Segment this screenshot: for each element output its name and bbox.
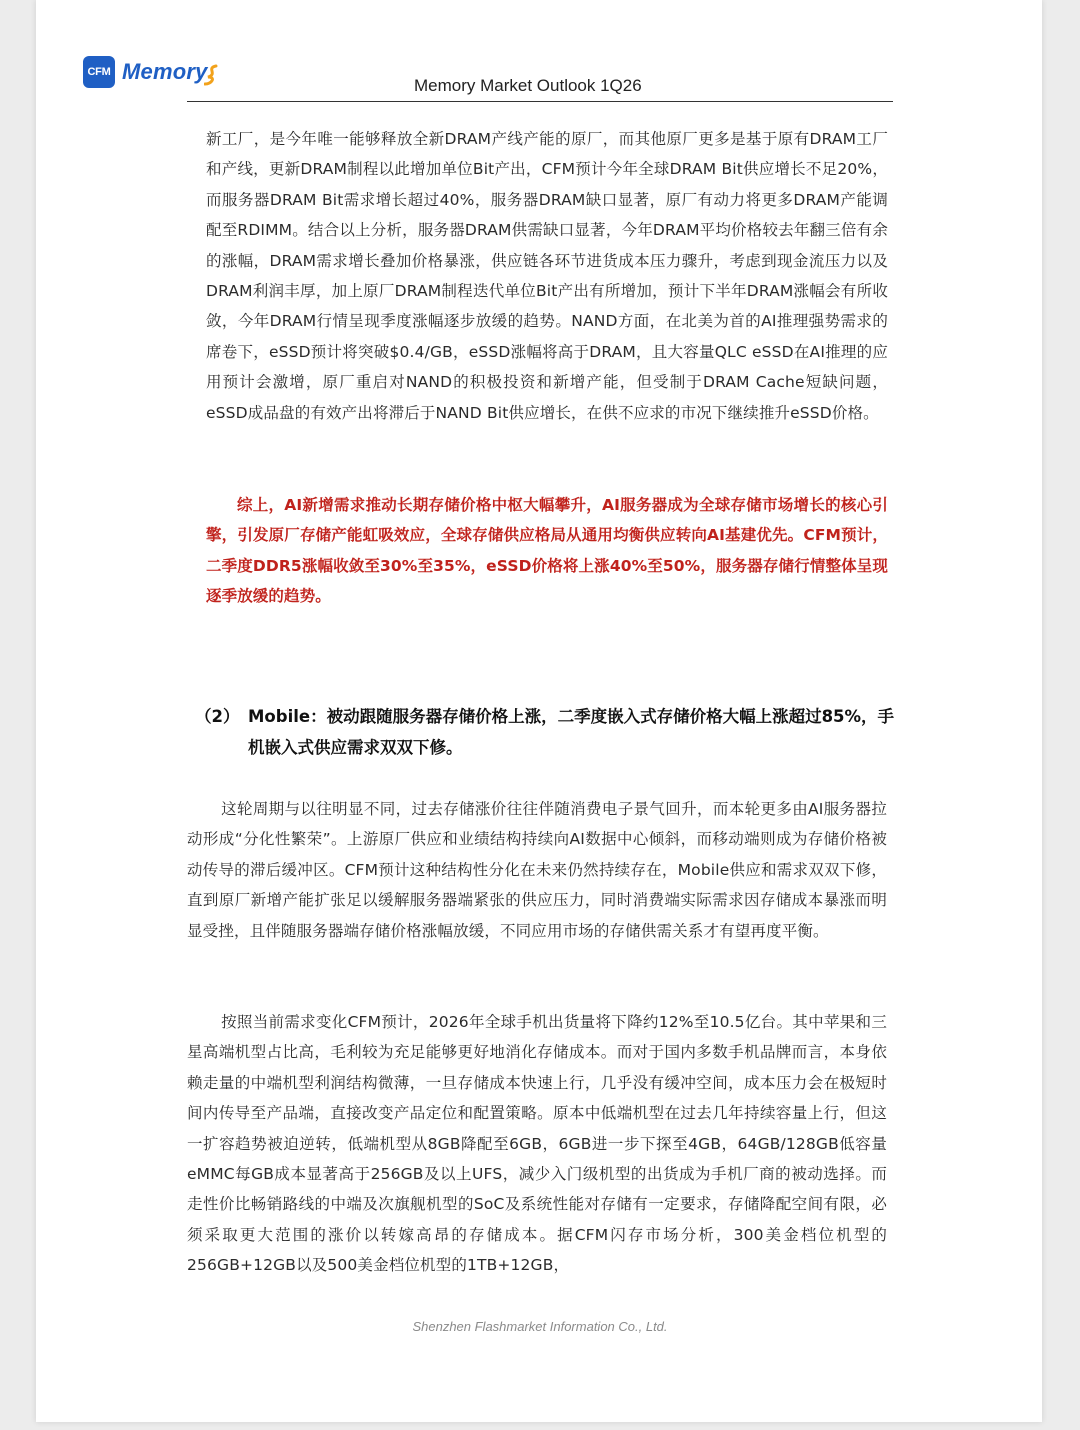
report-title: Memory Market Outlook 1Q26 — [414, 76, 642, 95]
section-number: （2） — [195, 707, 240, 726]
footer-company: Shenzhen Flashmarket Information Co., Ltd. — [412, 1319, 668, 1334]
cfm-memory-logo — [83, 56, 220, 88]
body-paragraph-dram-nand: 新工厂，是今年唯一能够释放全新DRAM产线产能的原厂，而其他原厂更多是基于原有DRAM工厂和产线，更新DRAM制程以此增加单位Bit产出，CFM预计今年全球DRAM Bit供应增长不足20%，而服务器DRAM Bit需求增长超过40%，服务器DRAM缺口显著，原厂有动力将更多DRAM产能调配至RDIMM。结合以上分析，服务器DRAM供需缺口显著，今年DRAM平均价格较去年翻三倍有余的涨幅，DRAM需求增长叠加价格暴涨，供应链各环节进货成本压力骤升，考虑到现金流压力以及DRAM利润丰厚，加上原厂DRAM制程迭代单位Bit产出有所增加，预计下半年DRAM涨幅会有所收敛，今年DRAM行情呈现季度涨幅逐步放缓的趋势。NAND方面，在北美为首的AI推理强势需求的席卷下，eSSD预计将突破$0.4/GB，eSSD涨幅将高于DRAM，且大容量QLC eSSD在AI推理的应用预计会激增，原厂重启对NAND的积极投资和新增产能，但受制于DRAM Cache短缺问题，eSSD成品盘的有效产出将滞后于NAND Bit供应增长，在供不应求的市况下继续推升eSSD价格。 — [206, 130, 888, 422]
body-paragraph-cycle: 这轮周期与以往明显不同，过去存储涨价往往伴随消费电子景气回升，而本轮更多由AI服务器拉动形成“分化性繁荣”。上游原厂供应和业绩结构持续向AI数据中心倾斜，而移动端则成为存储价格被动传导的滞后缓冲区。CFM预计这种结构性分化在未来仍然持续存在，Mobile供应和需求双双下修，直到原厂新增产能扩张足以缓解服务器端紧张的供应压力，同时消费端实际需求因存储成本暴涨而明显受挫，且伴随服务器端存储价格涨幅放缓，不同应用市场的存储供需关系才有望再度平衡。 — [187, 800, 887, 940]
header-divider — [187, 101, 893, 102]
memory-logo-word: Memory — [122, 59, 208, 84]
section-heading-mobile — [195, 701, 895, 763]
logo-swoosh-icon — [204, 64, 220, 86]
section-title: Mobile：被动跟随服务器存储价格上涨，二季度嵌入式存储价格大幅上涨超过85%，手机嵌入式供应需求双双下修。 — [248, 707, 895, 757]
cfm-logo-badge: CFM — [83, 56, 115, 88]
body-paragraph-smartphone: 按照当前需求变化CFM预计，2026年全球手机出货量将下降约12%至10.5亿台。其中苹果和三星高端机型占比高，毛利较为充足能够更好地消化存储成本。而对于国内多数手机品牌而言，本身依赖走量的中端机型利润结构微薄，一旦存储成本快速上行，几乎没有缓冲空间，成本压力会在极短时间内传导至产品端，直接改变产品定位和配置策略。原本中低端机型在过去几年持续容量上行，但这一扩容趋势被迫逆转，低端机型从8GB降配至6GB，6GB进一步下探至4GB，64GB/128GB低容量eMMC每GB成本显著高于256GB及以上UFS，减少入门级机型的出货成为手机厂商的被动选择。而走性价比畅销路线的中端及次旗舰机型的SoC及系统性能对存储有一定要求，存储降配空间有限，必须采取更大范围的涨价以转嫁高昂的存储成本。据CFM闪存市场分析，300美金档位机型的256GB+12GB以及500美金档位机型的1TB+12GB， — [187, 1013, 887, 1275]
summary-highlight-paragraph: 综上，AI新增需求推动长期存储价格中枢大幅攀升，AI服务器成为全球存储市场增长的核心引擎，引发原厂存储产能虹吸效应，全球存储供应格局从通用均衡供应转向AI基建优先。CFM预计，二季度DDR5涨幅收敛至30%至35%，eSSD价格将上涨40%至50%，服务器存储行情整体呈现逐季放缓的趋势。 — [206, 496, 888, 606]
